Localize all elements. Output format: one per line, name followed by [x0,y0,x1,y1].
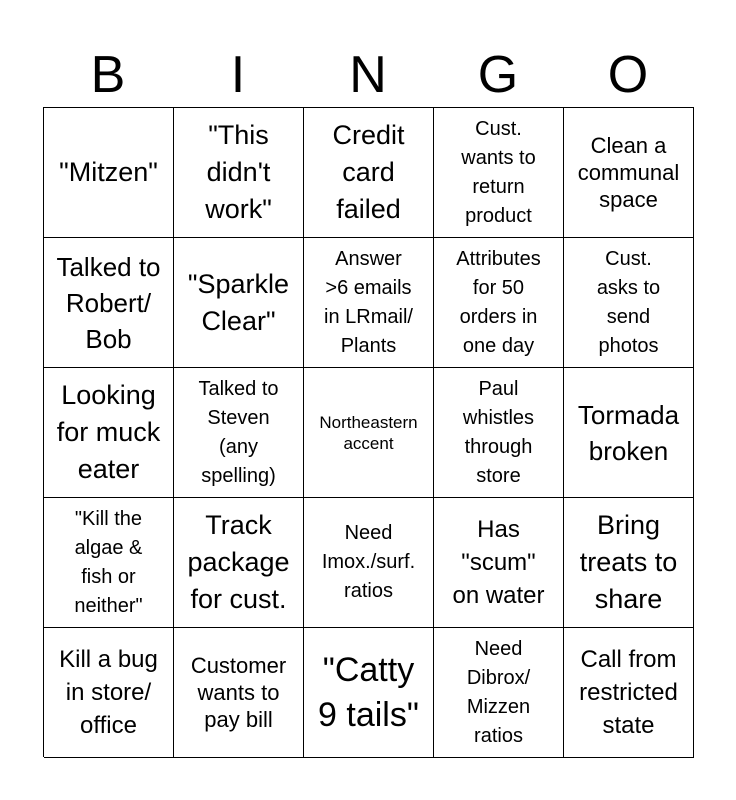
cell-text: "Sparkle Clear" [187,268,290,336]
bingo-cell[interactable] [304,498,434,628]
cell-text: Paul whistles through store [462,377,535,487]
header-letter-o: O [607,46,649,104]
bingo-cell[interactable] [564,108,694,238]
header-letter-i: I [230,46,246,104]
bingo-cell[interactable] [434,108,564,238]
bingo-cell[interactable] [304,108,434,238]
bingo-cell[interactable] [434,498,564,628]
bingo-cell[interactable] [174,628,304,758]
header-letter-b: B [90,46,126,104]
cell-text: Cust. asks to send photos [596,247,661,357]
cell-text: Answer >6 emails in LRmail/ Plants [324,247,413,357]
cell-text: Customer wants to pay bill [190,653,287,732]
cell-text: "This didn't work" [205,120,272,224]
bingo-cell[interactable] [434,368,564,498]
cell-text: "Mitzen" [59,157,158,187]
cell-text: Talked to Steven (any spelling) [198,377,279,487]
bingo-cell[interactable] [434,628,564,758]
bingo-cell[interactable] [304,368,434,498]
bingo-cell[interactable] [434,238,564,368]
bingo-cell[interactable] [174,108,304,238]
bingo-cell[interactable] [174,498,304,628]
cell-text: Kill a bug in store/ office [59,646,158,739]
bingo-cell[interactable] [304,238,434,368]
cell-text: Call from restricted state [579,646,678,739]
bingo-cell[interactable] [304,628,434,758]
cell-text: Tormada broken [577,399,680,466]
cell-text: Northeastern accent [319,412,418,453]
bingo-cell[interactable] [564,628,694,758]
cell-text: Attributes for 50 orders in one day [456,247,541,357]
cell-text: Clean a communal space [577,133,680,212]
bingo-cell[interactable] [44,108,174,238]
header-letter-g: G [477,46,519,104]
cell-text: Looking for muck eater [56,380,161,484]
bingo-cell[interactable] [174,238,304,368]
cell-text: Talked to Robert/ Bob [56,251,161,354]
cell-text: Credit card failed [332,120,405,224]
bingo-cell[interactable] [44,368,174,498]
bingo-cell[interactable] [174,368,304,498]
bingo-cell[interactable] [564,368,694,498]
cell-text: Cust. wants to return product [461,117,536,227]
cell-text: Need Imox./surf. ratios [321,522,416,602]
cell-text: Bring treats to share [579,510,678,614]
cell-text: "Catty 9 tails" [318,650,419,734]
bingo-header [43,44,693,106]
bingo-grid [43,107,694,757]
bingo-cell[interactable] [44,628,174,758]
cell-text: Need Dibrox/ Mizzen ratios [466,637,531,747]
bingo-cell[interactable] [44,238,174,368]
bingo-cell[interactable] [564,238,694,368]
cell-text: Track package for cust. [187,510,290,614]
bingo-cell[interactable] [44,498,174,628]
cell-text: Has "scum" on water [452,516,545,609]
cell-text: "Kill the algae & fish or neither" [74,507,143,617]
header-letter-n: N [349,46,387,104]
bingo-cell[interactable] [564,498,694,628]
